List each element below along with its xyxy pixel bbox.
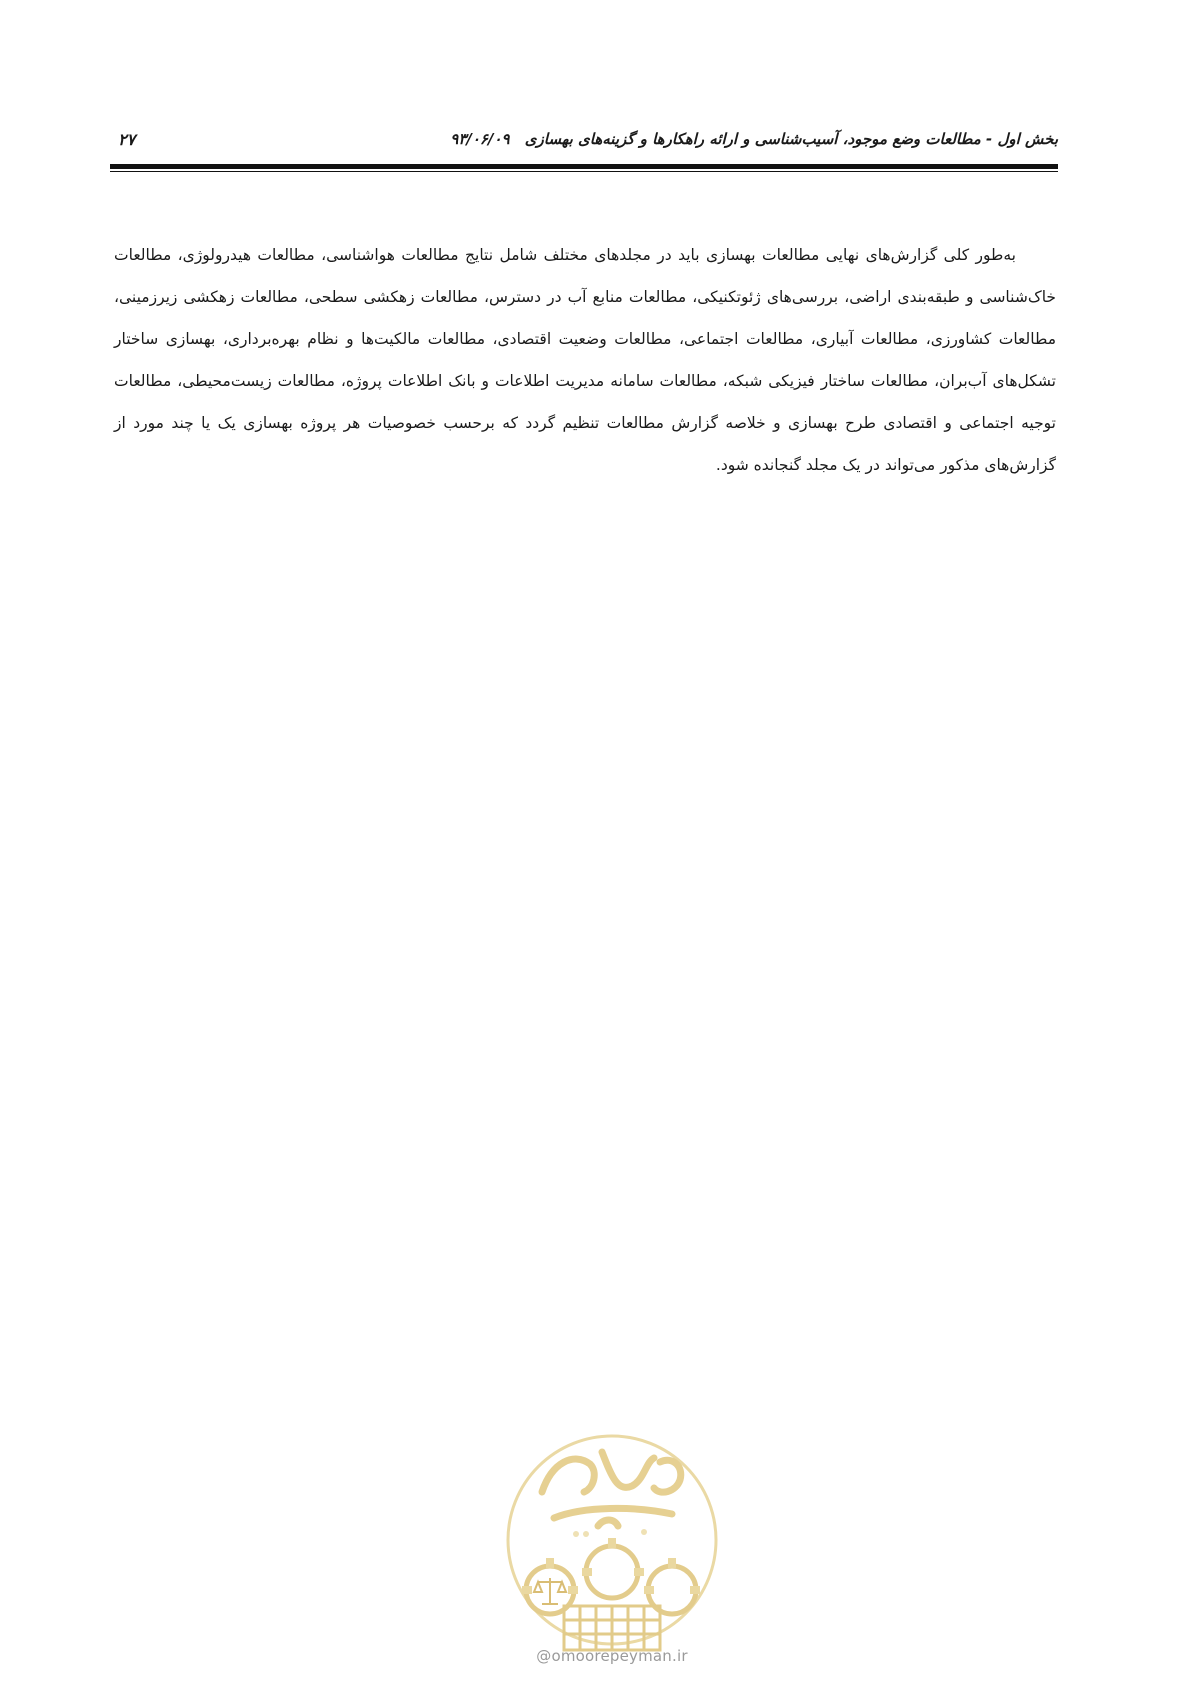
watermark-url-text: omoorepeyman.ir [551,1647,688,1665]
watermark-url [488,1647,736,1665]
page-number: ۲۷ [118,130,136,149]
page-header [110,124,1058,154]
at-icon: @ [536,1647,552,1665]
header-rule-thin [110,171,1058,172]
header-title-text: بخش اول - مطالعات وضع موجود، آسیب‌شناسی و ارائه راهکارها و گزینه‌های بهسازی [524,130,1058,148]
header-title [450,130,1058,148]
watermark-logo [494,1422,730,1672]
body-paragraph: به‌طور کلی گزارش‌های نهایی مطالعات بهسازی باید در مجلدهای مختلف شامل نتایج مطالعات هواشناسی، مطالعات هیدرولوژی، مطالعات خاک‌شناسی و طبقه‌بندی اراضی، بررسی‌های ژئوتکنیکی، مطالعات منابع آب در دسترس، مطالعات زهکشی سطحی، مطالعات زهکشی زیرزمینی، مطالعات کشاورزی، مطالعات آبیاری، مطالعات اجتماعی، مطالعات وضعیت اقتصادی، مطالعات مالکیت‌ها و نظام بهره‌برداری، بهسازی ساختار تشکل‌های آب‌بران، مطالعات ساختار فیزیکی شبکه، مطالعات سامانه مدیریت اطلاعات و بانک اطلاعات پروژه، مطالعات زیست‌محیطی، مطالعات توجیه اجتماعی و اقتصادی طرح بهسازی و خلاصه گزارش مطالعات تنظیم گردد که برحسب خصوصیات هر پروژه بهسازی یک یا چند مورد از گزارش‌های مذکور می‌تواند در یک مجلد گنجانده شود. [114,245,1056,474]
header-date: ۹۳/۰۶/۰۹ [450,130,510,148]
header-rule-thick [110,164,1058,169]
